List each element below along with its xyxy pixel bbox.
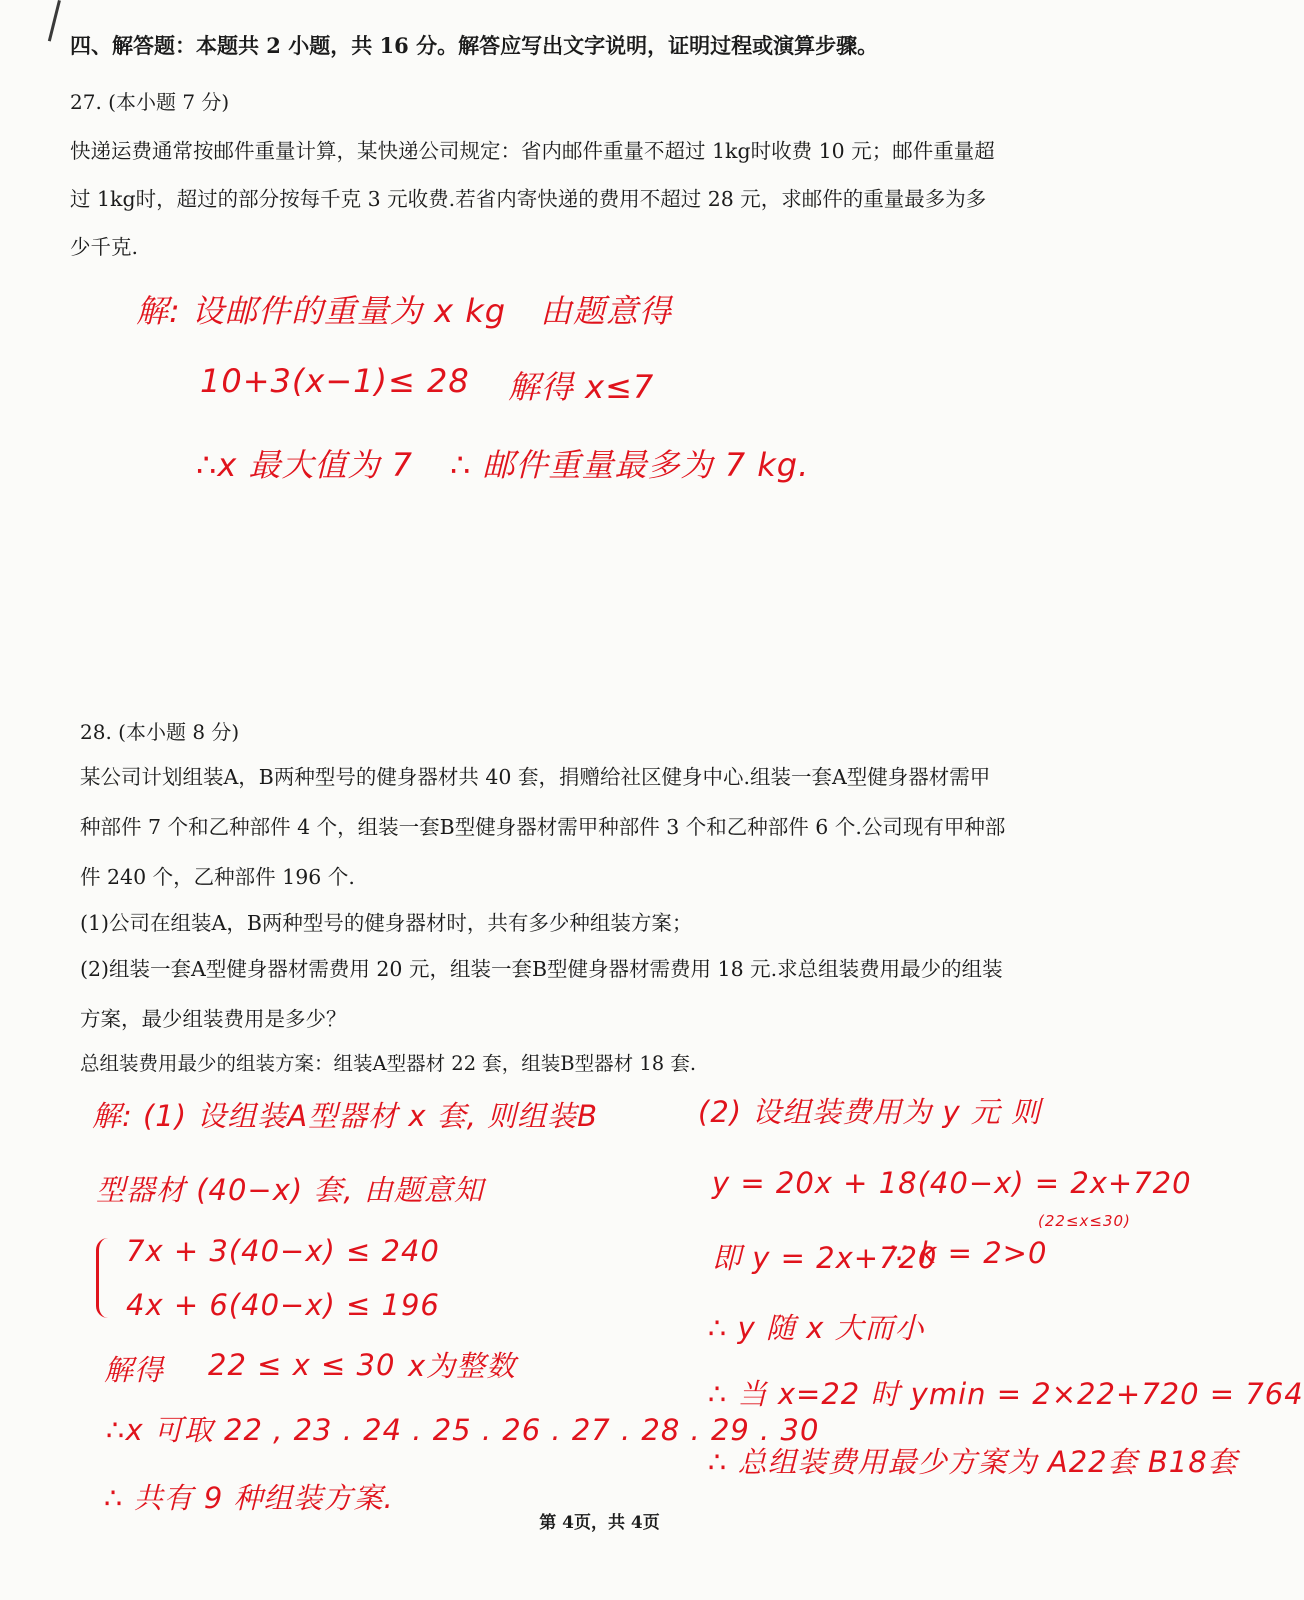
q28-text-line: 某公司计划组装A，B两种型号的健身器材共 40 套，捐赠给社区健身中心.组装一套A型健身器材需甲 — [80, 765, 991, 789]
q27-text-line: 过 1kg时，超过的部分按每千克 3 元收费.若省内寄快递的费用不超过 28 元，求邮件的重量最多为多 — [70, 187, 987, 211]
q28-hand-integer-note: x为整数 — [408, 1349, 517, 1383]
q28-hand-range: 22 ≤ x ≤ 30 — [208, 1348, 396, 1382]
q28-header: 28. (本小题 8 分) — [80, 720, 240, 744]
q27-hand-solution-intro: 解: 设邮件的重量为 x kg — [136, 292, 507, 330]
q28-hand-domain-note: (22≤x≤30) — [1038, 1212, 1131, 1230]
page-footer: 第 4页，共 4页 — [539, 1513, 660, 1533]
q27-hand-max-value: ∴x 最大值为 7 — [196, 446, 414, 484]
q28-text-line: 种部件 7 个和乙种部件 4 个，组装一套B型健身器材需甲种部件 3 个和乙种部件 6 个.公司现有甲种部 — [80, 815, 1006, 839]
q28-text-line: 方案，最少组装费用是多少？ — [80, 1007, 347, 1031]
q28-hand-cost-equation: y = 20x + 18(40−x) = 2x+720 — [712, 1166, 1192, 1200]
q28-hand-monotonic: ∴ y 随 x 大而小 — [708, 1311, 925, 1345]
q27-hand-conclusion: ∴ 邮件重量最多为 7 kg. — [450, 446, 810, 484]
scan-edge-mark — [48, 0, 61, 41]
q28-hand-final-plan: ∴ 总组装费用最少方案为 A22套 B18套 — [708, 1445, 1238, 1479]
section-title: 四、解答题：本题共 2 小题，共 16 分。解答应写出文字说明，证明过程或演算步骤。 — [70, 33, 879, 58]
q28-hand-ineq-1: 7x + 3(40−x) ≤ 240 — [126, 1234, 440, 1268]
q28-hand-left-setup: 解: (1) 设组装A型器材 x 套, 则组装B — [92, 1099, 599, 1133]
q28-part2: (2)组装一套A型健身器材需费用 20 元，组装一套B型健身器材需费用 18 元.求总组装费用最少的组装 — [80, 957, 1003, 981]
q27-text-line: 快递运费通常按邮件重量计算，某快递公司规定：省内邮件重量不超过 1kg时收费 10 元；邮件重量超 — [70, 139, 995, 163]
q27-hand-condition: 由题意得 — [540, 292, 673, 330]
q28-hand-slope: ∵ k = 2>0 — [890, 1236, 1048, 1270]
q28-hand-ineq-2: 4x + 6(40−x) ≤ 196 — [126, 1288, 440, 1322]
q27-hand-inequality: 10+3(x−1)≤ 28 — [200, 362, 470, 400]
q28-part1: (1)公司在组装A，B两种型号的健身器材时，共有多少种组装方案； — [80, 911, 693, 935]
q27-hand-solve: 解得 x≤7 — [508, 368, 655, 406]
q28-hand-values: ∴x 可取 22 , 23 . 24 . 25 . 26 . 27 . 28 . 29 . 30 — [106, 1413, 820, 1447]
q28-hand-solve-label: 解得 — [104, 1353, 165, 1387]
system-brace — [96, 1238, 113, 1318]
q28-hand-right-setup: (2) 设组装费用为 y 元 则 — [698, 1095, 1042, 1129]
q28-hand-min-cost: ∴ 当 x=22 时 ymin = 2×22+720 = 764 — [708, 1377, 1304, 1411]
q28-hand-function: 即 y = 2x+720 — [712, 1241, 938, 1275]
q28-text-line: 件 240 个，乙种部件 196 个. — [80, 865, 355, 889]
q28-hand-left-setup-cont: 型器材 (40−x) 套, 由题意知 — [96, 1173, 484, 1207]
q27-header: 27. (本小题 7 分) — [70, 90, 230, 114]
q27-text-line: 少千克. — [70, 235, 139, 259]
q28-hand-count: ∴ 共有 9 种组装方案. — [104, 1481, 394, 1515]
q28-answer-line: 总组装费用最少的组装方案：组装A型器材 22 套，组装B型器材 18 套. — [80, 1052, 697, 1075]
